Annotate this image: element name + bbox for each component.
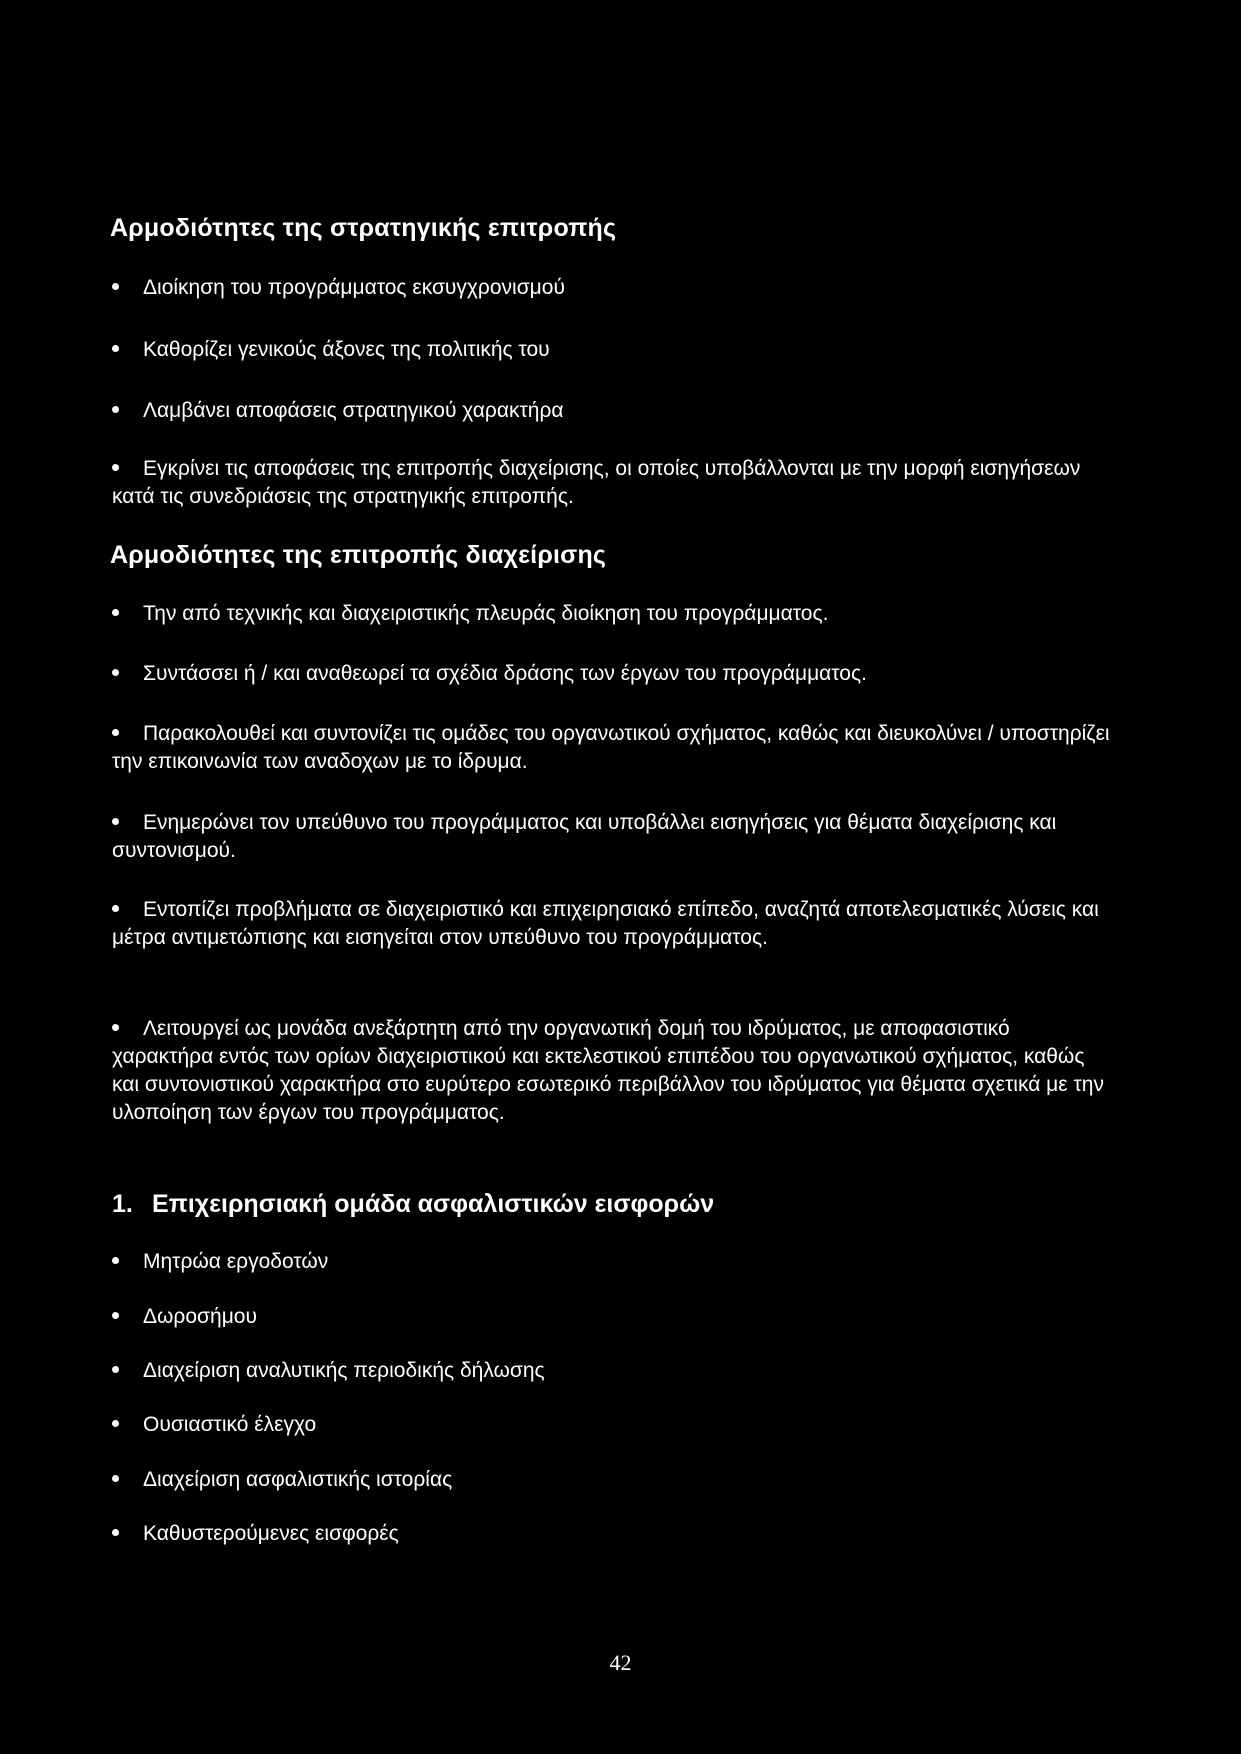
list-item: Ουσιαστικό έλεγχο <box>112 1411 1112 1439</box>
list-item: Δωροσήμου <box>112 1303 1112 1331</box>
list-item: Την από τεχνικής και διαχειριστικής πλευράς διοίκηση του προγράμματος. <box>112 600 1112 628</box>
bullet-icon <box>112 818 119 825</box>
section-heading-insurance-contributions <box>112 1190 714 1219</box>
list-item: Διοίκηση του προγράμματος εκσυγχρονισμού <box>112 274 1112 302</box>
bullet-icon <box>112 406 119 413</box>
list-item: Λαμβάνει αποφάσεις στρατηγικού χαρακτήρα <box>112 397 1112 425</box>
section-heading-management-committee: Αρμοδιότητες της επιτροπής διαχείρισης <box>110 541 607 569</box>
list-item: Ενημερώνει τον υπεύθυνο του προγράμματος και υποβάλλει εισηγήσεις για θέματα διαχείρισης και συντονισμού. <box>112 811 1057 862</box>
bullet-icon <box>112 1529 119 1536</box>
list-item: Παρακολουθεί και συντονίζει τις ομάδες του οργανωτικού σχήματος, καθώς και διευκολύνει / υποστηρίζει την επικοινωνία των αναδοχων με το ίδρυμα. <box>112 722 1110 773</box>
bullet-icon <box>112 669 119 676</box>
section-number: 1. <box>112 1190 133 1218</box>
bullet-icon <box>112 1312 119 1319</box>
bullet-icon <box>112 283 119 290</box>
bullet-icon <box>112 729 119 736</box>
list-item: Εντοπίζει προβλήματα σε διαχειριστικό και επιχειρησιακό επίπεδο, αναζητά αποτελεσματικές λύσεις και μέτρα αντιμετώπισης και εισηγείται στον υπεύθυνο του προγράμματος. <box>112 898 1099 949</box>
bullet-icon <box>112 1366 119 1373</box>
bullet-icon <box>112 905 119 912</box>
bullet-icon <box>112 609 119 616</box>
list-item: Μητρώα εργοδοτών <box>112 1248 1112 1276</box>
list-item: Λειτουργεί ως μονάδα ανεξάρτητη από την οργανωτική δομή του ιδρύματος, με αποφασιστικό χαρακτήρα εντός των ορίων διαχειριστικού και εκτελεστικού επιπέδου του οργανωτικού σχήματος, καθώς και συντονιστικού χαρακτήρα στο ευρύτερο εσωτερικό περιβάλλον του ιδρύματος για θέματα σχετικά με την υλοποίηση των έργων του προγράμματος. <box>112 1017 1104 1124</box>
bullet-icon <box>112 1024 119 1031</box>
list-item: Διαχείριση ασφαλιστικής ιστορίας <box>112 1466 1112 1494</box>
section-title: Επιχειρησιακή ομάδα ασφαλιστικών εισφορών <box>152 1190 715 1218</box>
list-item: Καθυστερούμενες εισφορές <box>112 1520 1112 1548</box>
list-item: Καθορίζει γενικούς άξονες της πολιτικής του <box>112 336 1112 364</box>
bullet-icon <box>112 345 119 352</box>
bullet-icon <box>112 1257 119 1264</box>
list-item: Συντάσσει ή / και αναθεωρεί τα σχέδια δράσης των έργων του προγράμματος. <box>112 660 1112 688</box>
bullet-icon <box>112 1475 119 1482</box>
bullet-icon <box>112 1420 119 1427</box>
list-item: Διαχείριση αναλυτικής περιοδικής δήλωσης <box>112 1357 1112 1385</box>
section-heading-strategic-committee: Αρμοδιότητες της στρατηγικής επιτροπής <box>110 214 617 242</box>
page-number: 42 <box>609 1650 632 1675</box>
list-item: Εγκρίνει τις αποφάσεις της επιτροπής διαχείρισης, οι οποίες υποβάλλονται με την μορφή εισηγήσεων κατά τις συνεδριάσεις της στρατηγικής επιτροπής. <box>112 457 1081 508</box>
bullet-icon <box>112 464 119 471</box>
